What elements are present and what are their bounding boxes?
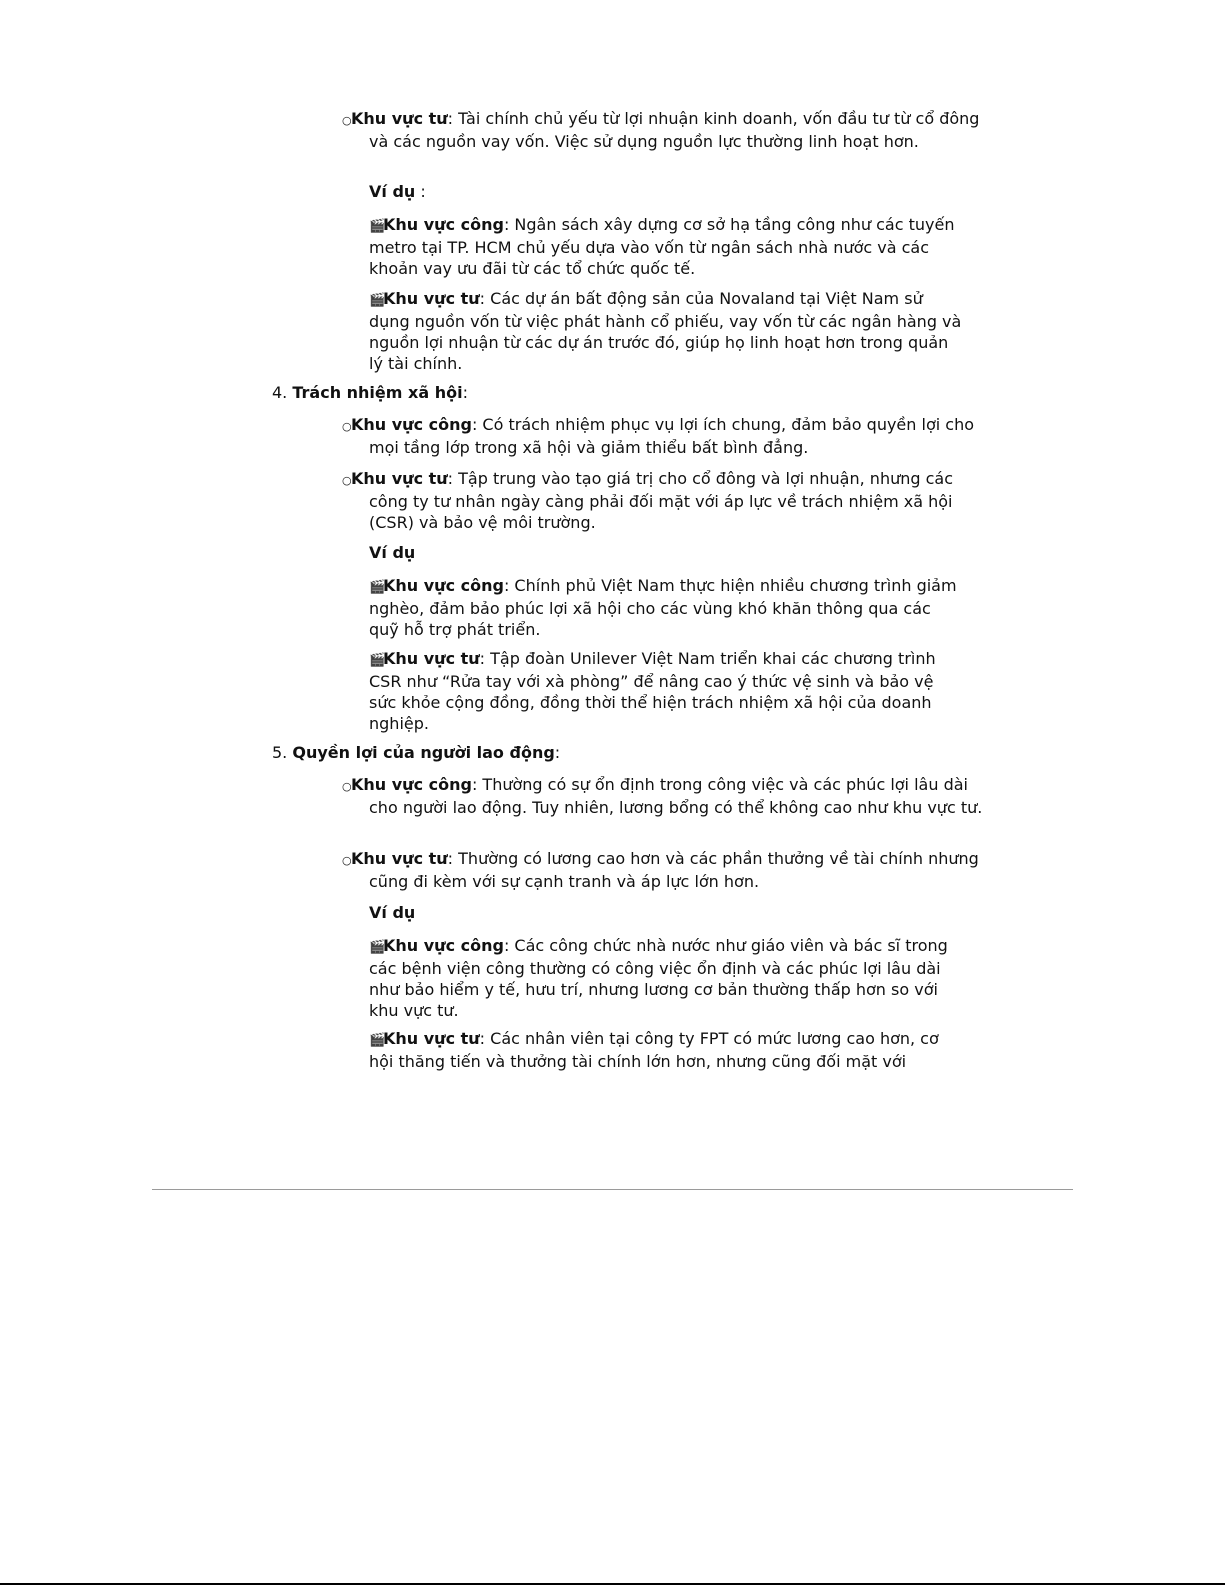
bullet-label: Khu vực tư	[351, 109, 448, 128]
bullet-public-responsibility: ○Khu vực công: Có trách nhiệm phục vụ lợi ích chung, đảm bảo quyền lợi cho mọi tầng lớp trong xã hội và giảm thiểu bất bình đẳng.	[342, 415, 974, 457]
section-heading-worker-benefits: 5. Quyền lợi của người lao động:	[272, 743, 561, 762]
bullet-text: : Tài chính chủ yếu từ lợi nhuận kinh doanh, vốn đầu tư từ cổ đông và các nguồn vay vốn. Việc sử dụng nguồn lực thường linh hoạt hơn.	[369, 109, 980, 151]
bullet-private-finance	[342, 108, 989, 152]
example-public-responsibility: 🎬Khu vực công: Chính phủ Việt Nam thực hiện nhiều chương trình giảm nghèo, đảm bảo phúc lợi xã hội cho các vùng khó khăn thông qua các quỹ hỗ trợ phát triển.	[369, 576, 957, 639]
bullet-private-responsibility: ○Khu vực tư: Tập trung vào tạo giá trị cho cổ đông và lợi nhuận, nhưng các công ty tư nhân ngày càng phải đối mặt với áp lực về trách nhiệm xã hội (CSR) và bảo vệ môi trường.	[342, 469, 953, 532]
bullet-circle-icon: ○	[342, 114, 352, 127]
clapperboard-icon: 🎬	[369, 1033, 386, 1048]
example-public-benefits: 🎬Khu vực công: Các công chức nhà nước như giáo viên và bác sĩ trong các bệnh viện công thường có công việc ổn định và các phúc lợi lâu dài như bảo hiểm y tế, hưu trí, nhưng lương cơ bản thường thấp hơn so với khu vực tư.	[369, 936, 948, 1020]
example-private-finance: 🎬Khu vực tư: Các dự án bất động sản của Novaland tại Việt Nam sử dụng nguồn vốn từ việc phát hành cổ phiếu, vay vốn từ các ngân hàng và nguồn lợi nhuận từ các dự án trước đó, giúp họ linh hoạt hơn trong quản lý tài chính.	[369, 289, 962, 373]
bullet-circle-icon: ○	[342, 420, 352, 433]
example-heading: Ví dụ	[369, 543, 416, 562]
example-heading: Ví dụ	[369, 903, 416, 922]
bullet-public-benefits: ○Khu vực công: Thường có sự ổn định trong công việc và các phúc lợi lâu dài cho người lao động. Tuy nhiên, lương bổng có thể không cao như khu vực tư.	[342, 775, 983, 817]
example-private-benefits: 🎬Khu vực tư: Các nhân viên tại công ty FPT có mức lương cao hơn, cơ hội thăng tiến và thưởng tài chính lớn hơn, nhưng cũng đối mặt với	[369, 1029, 939, 1071]
example-private-responsibility: 🎬Khu vực tư: Tập đoàn Unilever Việt Nam triển khai các chương trình CSR như “Rửa tay với xà phòng” để nâng cao ý thức vệ sinh và bảo vệ sức khỏe cộng đồng, đồng thời thể hiện trách nhiệm xã hội của doanh nghiệp.	[369, 649, 936, 733]
bullet-private-benefits: ○Khu vực tư: Thường có lương cao hơn và các phần thưởng về tài chính nhưng cũng đi kèm với sự cạnh tranh và áp lực lớn hơn.	[342, 849, 979, 891]
clapperboard-icon: 🎬	[369, 653, 386, 668]
page-separator-rule	[152, 1189, 1073, 1190]
clapperboard-icon: 🎬	[369, 293, 386, 308]
example-public-finance: 🎬Khu vực công: Ngân sách xây dựng cơ sở hạ tầng công như các tuyến metro tại TP. HCM chủ yếu dựa vào vốn từ ngân sách nhà nước và các khoản vay ưu đãi từ các tổ chức quốc tế.	[369, 215, 955, 278]
clapperboard-icon: 🎬	[369, 580, 386, 595]
clapperboard-icon: 🎬	[369, 219, 386, 234]
bullet-circle-icon: ○	[342, 854, 352, 867]
example-heading: Ví dụ :	[369, 182, 426, 201]
clapperboard-icon: 🎬	[369, 940, 386, 955]
section-heading-social-responsibility: 4. Trách nhiệm xã hội:	[272, 383, 468, 402]
bullet-circle-icon: ○	[342, 780, 352, 793]
bullet-circle-icon: ○	[342, 474, 352, 487]
